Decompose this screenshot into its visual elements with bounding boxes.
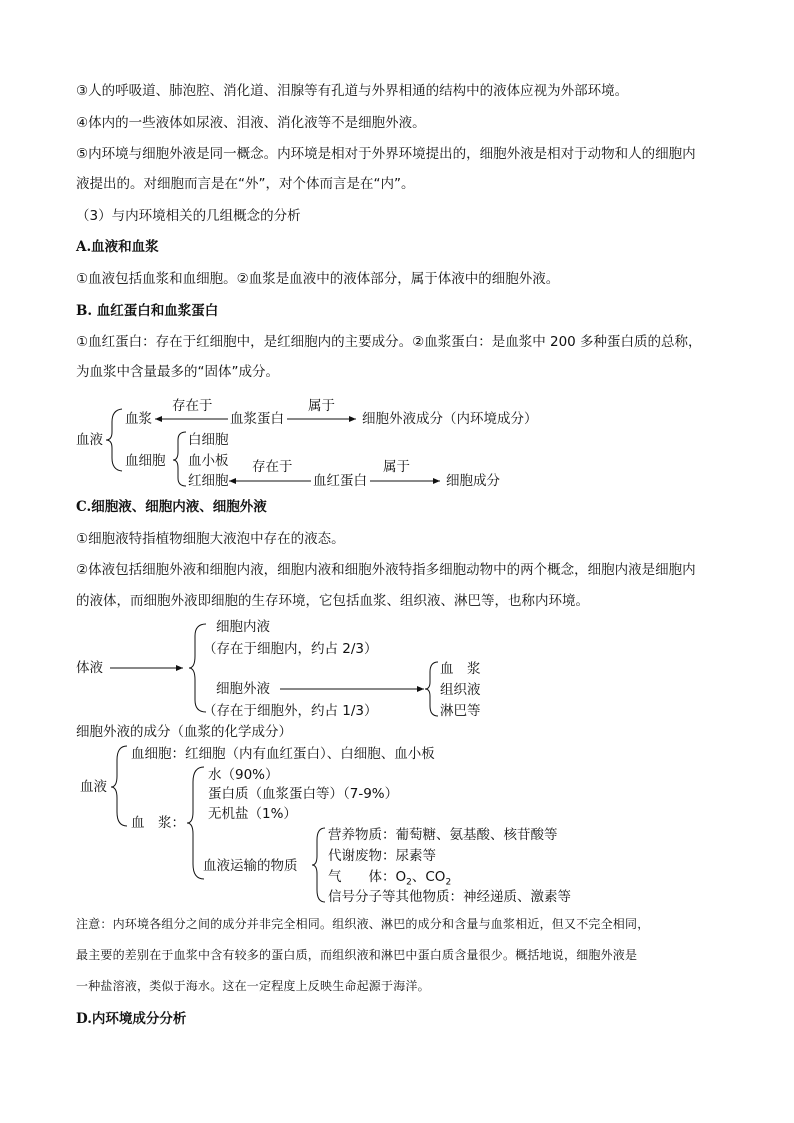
diagram-c2-gases — [328, 868, 451, 886]
paragraph-5-line2: 液提出的。对细胞而言是在“外”，对个体而言是在“内”。 — [76, 176, 415, 192]
diagram-c1-extracellular-note: （存在于细胞外，约占 1/3） — [203, 703, 378, 719]
section-a-text: ①血液包括血浆和血细胞。②血浆是血液中的液体部分，属于体液中的细胞外液。 — [76, 271, 560, 287]
diagram-c1-intracellular-note: （存在于细胞内，约占 2/3） — [203, 641, 378, 657]
section-c-heading: C.细胞液、细胞内液、细胞外液 — [76, 499, 267, 515]
brace-blood-b — [106, 409, 122, 471]
composition-title: 细胞外液的成分（血浆的化学成分） — [76, 724, 292, 740]
section-b-text-line1: ①血红蛋白：存在于红细胞中，是红细胞内的主要成分。②血浆蛋白：是血浆中 200 多种蛋白质的总称， — [76, 334, 702, 350]
note-line2: 最主要的差别在于血浆中含有较多的蛋白质，而组织液和淋巴中蛋白质含量很少。概括地说，细胞外液是 — [76, 948, 638, 962]
diagram-c1-tissue-fluid: 组织液 — [440, 682, 481, 698]
brace-plasma-c2 — [187, 767, 204, 879]
diagram-b-exists-in-2: 存在于 — [252, 459, 293, 475]
diagram-b-wbc: 白细胞 — [188, 432, 229, 448]
diagram-c2-wastes: 代谢废物：尿素等 — [328, 848, 436, 864]
section-b-heading: B. 血红蛋白和血浆蛋白 — [76, 303, 219, 319]
brace-body-fluid — [189, 624, 206, 712]
diagram-b-plasma: 血浆 — [125, 411, 152, 427]
diagram-b-extracellular-component: 细胞外液成分（内环境成分） — [362, 411, 538, 427]
diagram-c1-plasma: 血 浆 — [440, 661, 481, 677]
gas-label: 气 体： — [328, 869, 396, 885]
brace-bloodcells-b — [173, 432, 186, 486]
diagram-c2-plasma: 血 浆： — [131, 815, 185, 831]
paragraph-5-line1: ⑤内环境与细胞外液是同一概念。内环境是相对于外界环境提出的，细胞外液是相对于动物和人的细胞内 — [76, 146, 696, 162]
diagram-c1-extracellular: 细胞外液 — [216, 681, 270, 697]
section-b-text-line2: 为血浆中含量最多的“固体”成分。 — [76, 364, 279, 380]
diagram-c1-root: 体液 — [76, 660, 103, 676]
diagram-b-belongs-to-2: 属于 — [383, 459, 410, 475]
brace-transported-c2 — [312, 828, 325, 902]
diagram-b-belongs-to-1: 属于 — [308, 398, 335, 414]
gas-co2-subscript: 2 — [445, 877, 452, 888]
diagram-b-root: 血液 — [76, 432, 103, 448]
diagram-b-exists-in-1: 存在于 — [172, 398, 213, 414]
gas-o2-subscript: 2 — [406, 877, 412, 888]
section-c-text2-line1: ②体液包括细胞外液和细胞内液，细胞内液和细胞外液特指多细胞动物中的两个概念，细胞内液是细胞内 — [76, 562, 696, 578]
diagram-b-cell-component: 细胞成分 — [446, 473, 500, 489]
note-line3: 一种盐溶液，类似于海水。这在一定程度上反映生命起源于海洋。 — [76, 979, 430, 993]
paragraph-3: ③人的呼吸道、肺泡腔、消化道、泪腺等有孔道与外界相通的结构中的液体应视为外部环境。 — [76, 83, 629, 99]
diagram-c2-water: 水（90%） — [208, 767, 279, 783]
diagram-c2-blood-cells: 血细胞：红细胞（内有血红蛋白）、白细胞、血小板 — [131, 746, 435, 762]
diagram-c1-lymph: 淋巴等 — [440, 703, 481, 719]
section-d-heading: D.内环境成分分析 — [76, 1011, 187, 1027]
note-line1: 注意：内环境各组分之间的成分并非完全相同。组织液、淋巴的成分和含量与血浆相近，但又不完全相同， — [76, 917, 650, 931]
section-3-title: （3）与内环境相关的几组概念的分析 — [76, 208, 301, 224]
diagram-c2-root: 血液 — [80, 779, 107, 795]
brace-blood-c2 — [111, 746, 127, 826]
diagram-c2-nutrients: 营养物质：葡萄糖、氨基酸、核苷酸等 — [328, 827, 558, 843]
diagram-c1-intracellular: 细胞内液 — [216, 619, 270, 635]
diagram-c2-signals: 信号分子等其他物质：神经递质、激素等 — [328, 889, 571, 905]
gas-co2: 、CO — [411, 869, 446, 885]
paragraph-4: ④体内的一些液体如尿液、泪液、消化液等不是细胞外液。 — [76, 115, 426, 131]
diagram-b-plasma-protein: 血浆蛋白 — [230, 411, 284, 427]
section-c-text1: ①细胞液特指植物细胞大液泡中存在的液态。 — [76, 531, 345, 547]
section-c-text2-line2: 的液体，而细胞外液即细胞的生存环境，它包括血浆、组织液、淋巴等，也称内环境。 — [76, 593, 589, 609]
diagram-c2-salts: 无机盐（1%） — [208, 806, 297, 822]
section-a-heading: A.血液和血浆 — [76, 239, 159, 255]
gas-o2: O — [395, 869, 407, 885]
diagram-c2-protein: 蛋白质（血浆蛋白等）（7-9%） — [208, 786, 399, 802]
diagram-b-hemoglobin: 血红蛋白 — [313, 473, 367, 489]
brace-extracellular — [425, 662, 438, 716]
diagram-b-platelet: 血小板 — [188, 453, 229, 469]
diagram-c2-transported: 血液运输的物质 — [203, 858, 298, 874]
diagram-b-blood-cells: 血细胞 — [125, 453, 166, 469]
diagram-b-rbc: 红细胞 — [188, 473, 229, 489]
